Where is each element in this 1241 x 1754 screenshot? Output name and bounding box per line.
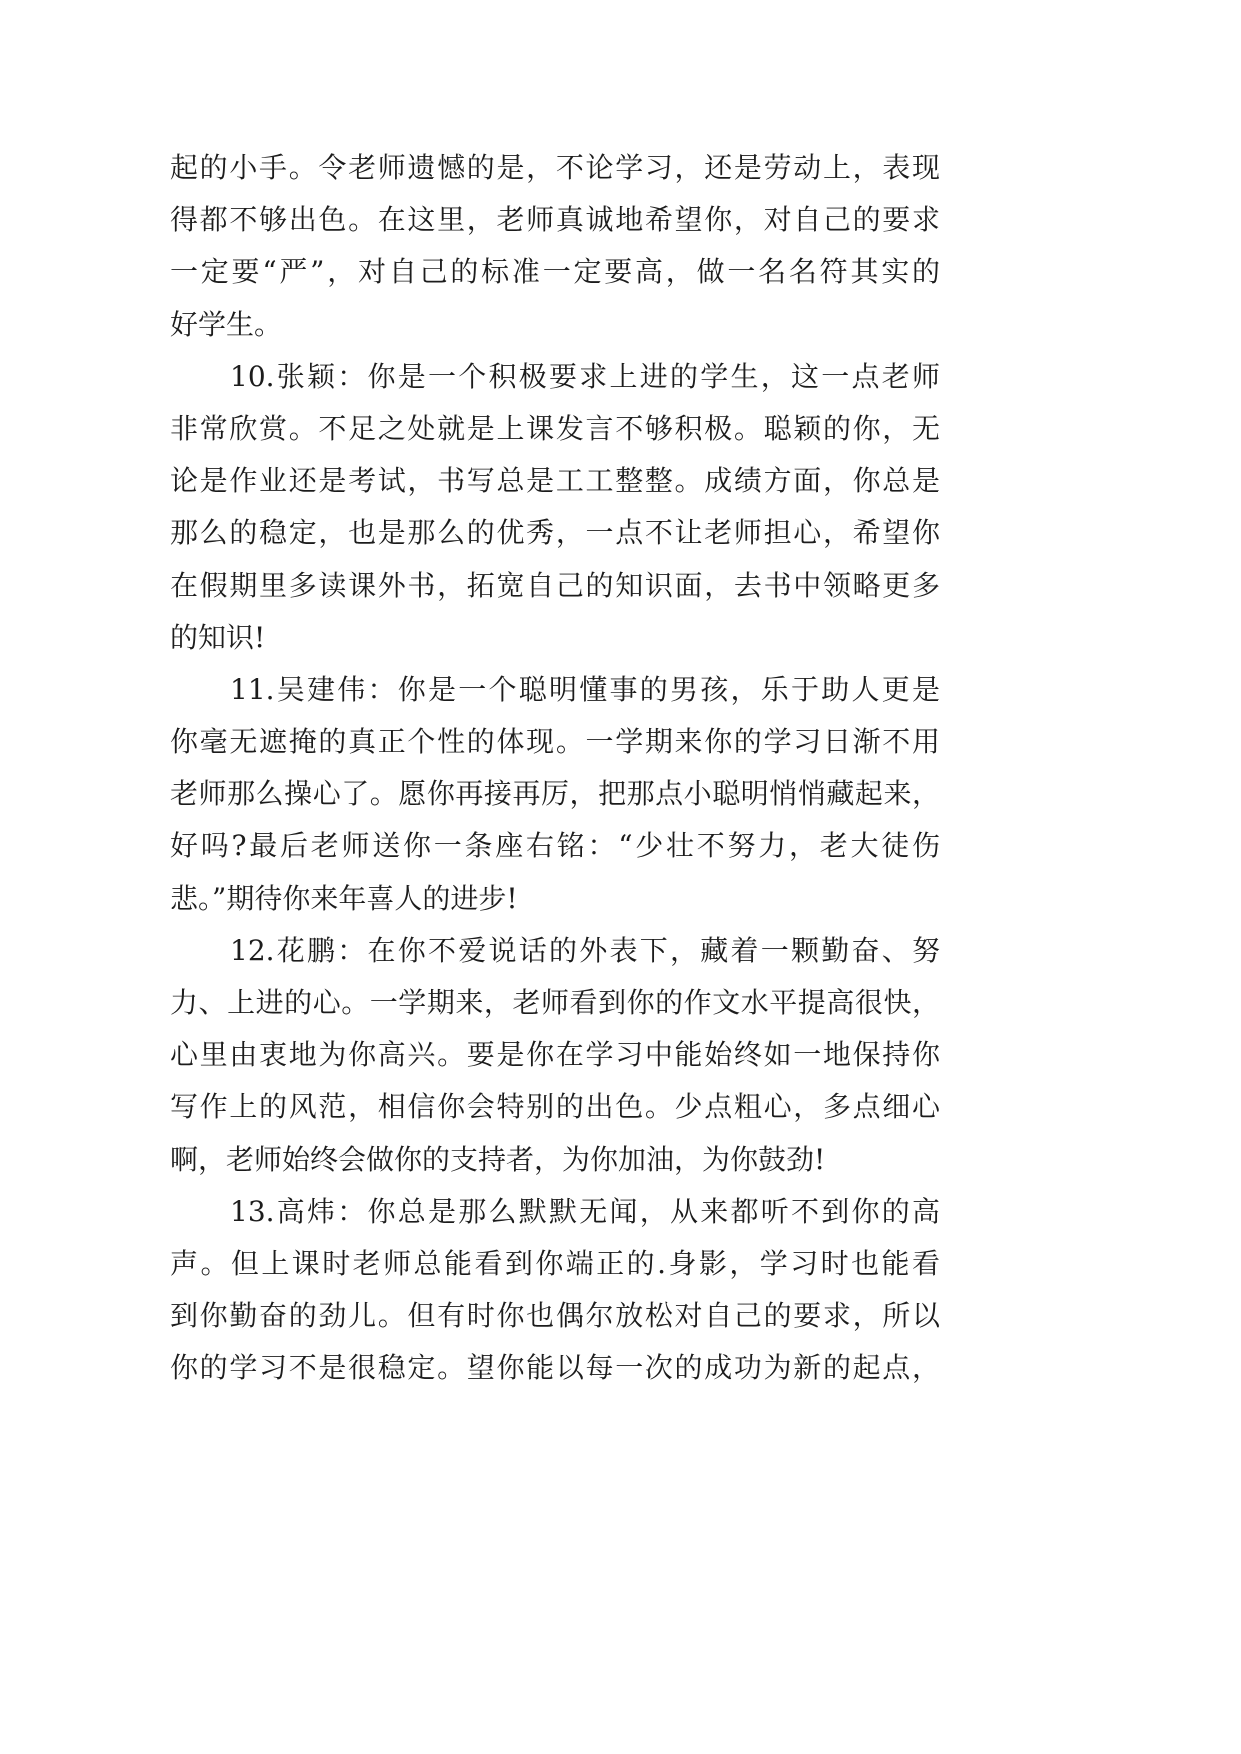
text-line: 那么的稳定，也是那么的优秀，一点不让老师担心，希望你 [170,516,940,550]
text-line: 13.高炜：你总是那么默默无闻，从来都听不到你的高 [230,1194,940,1228]
text-line: 11.吴建伟：你是一个聪明懂事的男孩，乐于助人更是 [230,672,940,706]
text-line: 悲。”期待你来年喜人的进步! [170,881,518,915]
text-line: 到你勤奋的劲儿。但有时你也偶尔放松对自己的要求，所以 [170,1299,940,1333]
text-line: 好学生。 [170,307,283,341]
text-line: 非常欣赏。不足之处就是上课发言不够积极。聪颖的你，无 [170,411,940,445]
text-line: 好吗?最后老师送你一条座右铭：“少壮不努力，老大徒伤 [170,829,940,863]
document-body [170,142,940,1395]
text-line: 你的学习不是很稳定。望你能以每一次的成功为新的起点， [170,1351,940,1385]
text-line: 在假期里多读课外书，拓宽自己的知识面，去书中领略更多 [170,568,940,602]
text-line: 一定要“严”，对自己的标准一定要高，做一名名符其实的 [170,255,940,289]
comment-paragraph-10 [170,351,940,664]
text-line: 声。但上课时老师总能看到你端正的.身影，学习时也能看 [170,1246,940,1280]
comment-paragraph-11 [170,664,940,925]
text-line: 论是作业还是考试，书写总是工工整整。成绩方面，你总是 [170,464,940,498]
comment-paragraph-12 [170,925,940,1186]
comment-paragraph-13 [170,1186,940,1395]
text-line: 老师那么操心了。愿你再接再厉，把那点小聪明悄悄藏起来， [170,777,940,811]
text-line: 啊，老师始终会做你的支持者，为你加油，为你鼓劲! [170,1142,826,1176]
text-line: 起的小手。令老师遗憾的是，不论学习，还是劳动上，表现 [170,151,940,184]
text-line: 10.张颖：你是一个积极要求上进的学生，这一点老师 [230,359,940,393]
text-line: 力、上进的心。一学期来，老师看到你的作文水平提高很快， [170,986,940,1019]
text-line: 12.花鹏：在你不爱说话的外表下，藏着一颗勤奋、努 [230,933,940,967]
paragraph-continuation [170,142,940,351]
text-line: 心里由衷地为你高兴。要是你在学习中能始终如一地保持你 [170,1038,940,1072]
text-line: 得都不够出色。在这里，老师真诚地希望你，对自己的要求 [170,203,940,237]
text-line: 的知识! [170,620,266,654]
text-line: 你毫无遮掩的真正个性的体现。一学期来你的学习日渐不用 [170,725,940,759]
text-line: 写作上的风范，相信你会特别的出色。少点粗心，多点细心 [170,1090,940,1124]
